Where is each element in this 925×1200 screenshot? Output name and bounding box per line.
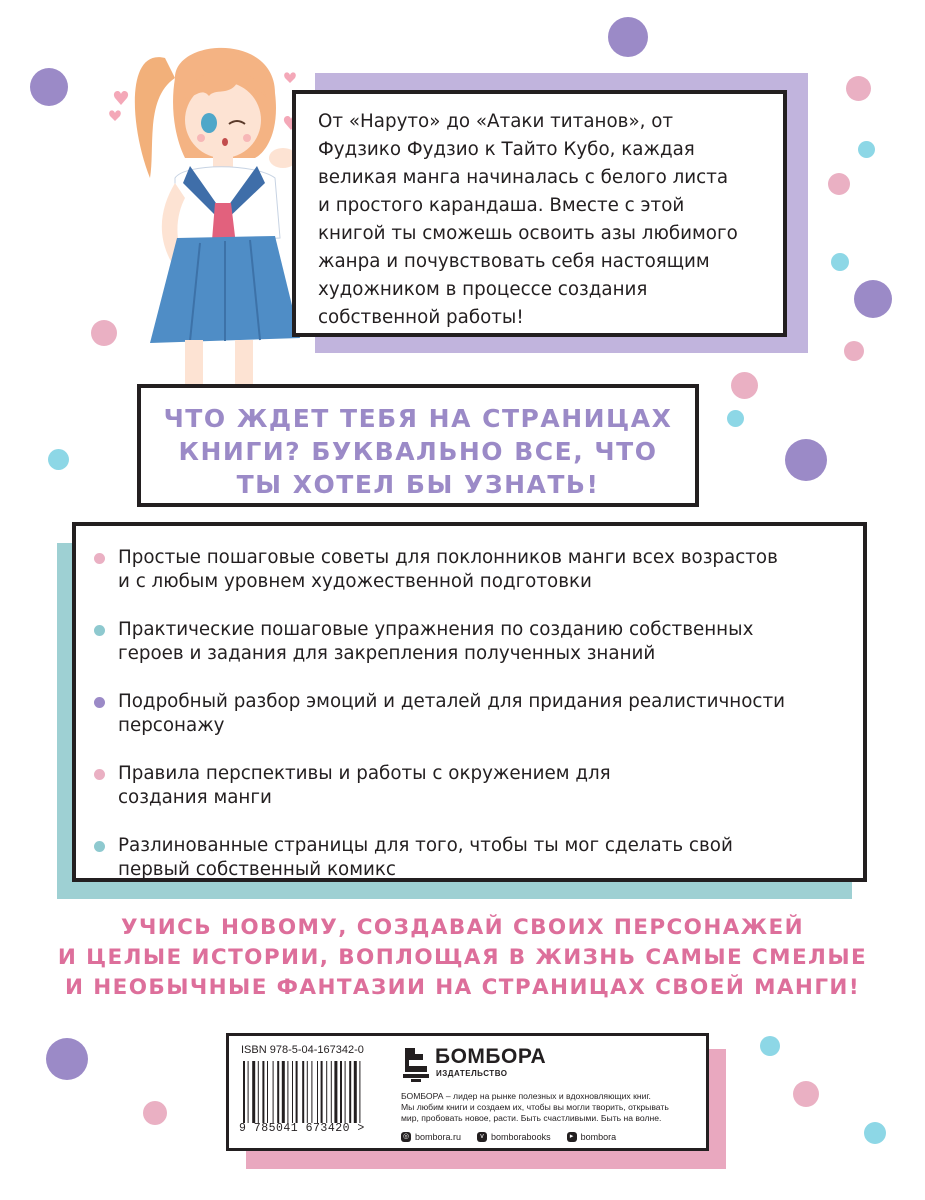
barcode-bar [273, 1061, 274, 1123]
feature-item [90, 690, 849, 738]
vk-icon: v [477, 1132, 487, 1142]
bullet-dot [94, 697, 105, 708]
description-line: БОМБОРА – лидер на рынке полезных и вдохновляющих книг. [401, 1091, 651, 1101]
feature-item [90, 618, 849, 666]
intro-text [318, 108, 763, 332]
intro-line: От «Наруто» до «Атаки титанов», от [318, 111, 674, 132]
feature-line: героев и задания для закрепления полученных знаний [118, 643, 656, 664]
barcode-bar [334, 1061, 337, 1123]
barcode-bar [326, 1061, 327, 1123]
barcode-image [241, 1061, 381, 1123]
barcode-bar [262, 1061, 264, 1123]
publisher-subtitle: ИЗДАТЕЛЬСТВО [436, 1069, 508, 1078]
barcode-bar [340, 1061, 342, 1123]
decor-dot [846, 76, 871, 101]
feature-line: Разлинованные страницы для того, чтобы ты мог сделать свой [118, 835, 733, 856]
telegram-youtube-icon: ▸ [567, 1132, 577, 1142]
barcode-bar [359, 1061, 360, 1123]
call-to-action [0, 913, 925, 1003]
cta-line: И ЦЕЛЫЕ ИСТОРИИ, ВОПЛОЩАЯ В ЖИЗНЬ САМЫЕ СМЕЛЫЕ [57, 945, 868, 970]
barcode-bar [302, 1061, 304, 1123]
instagram-icon: ◎ [402, 1133, 410, 1140]
feature-line: Простые пошаговые советы для поклонников манги всех возрастов [118, 547, 778, 568]
barcode-bar [258, 1061, 259, 1123]
isbn-text: ISBN 978-5-04-167342-0 [241, 1044, 364, 1056]
decor-dot [793, 1081, 819, 1107]
manga-girl-illustration [105, 38, 320, 388]
cta-line: УЧИСЬ НОВОМУ, СОЗДАВАЙ СВОИХ ПЕРСОНАЖЕЙ [120, 915, 804, 940]
barcode-number: 9 785041 673420 > [239, 1122, 365, 1135]
feature-item [90, 546, 849, 594]
bullet-dot [94, 553, 105, 564]
barcode-bar [287, 1061, 288, 1123]
barcode-bar [292, 1061, 293, 1123]
decor-dot [30, 68, 68, 106]
publisher-name: БОМБОРА [435, 1045, 547, 1068]
social-vk[interactable] [477, 1132, 551, 1142]
barcode-bar [296, 1061, 298, 1123]
barcode-bar [267, 1061, 268, 1123]
decor-dot [844, 341, 864, 361]
social-links [401, 1132, 616, 1142]
imprint-box [226, 1033, 709, 1151]
decor-dot [864, 1122, 886, 1144]
feature-line: и с любым уровнем художественной подготовки [118, 571, 592, 592]
decor-dot [48, 449, 69, 470]
intro-line: книгой ты сможешь освоить азы любимого [318, 223, 738, 244]
barcode-bar [317, 1061, 318, 1123]
question-line: ЧТО ЖДЕТ ТЕБЯ НА СТРАНИЦАХ [163, 404, 673, 433]
social-label: bombora.ru [415, 1132, 462, 1142]
decor-dot [46, 1038, 88, 1080]
intro-line: художником в процессе создания [318, 279, 648, 300]
description-line: мир, пробовать новое, расти. Быть счастливыми. Быть на волне. [401, 1113, 662, 1123]
decor-dot [854, 280, 892, 318]
social-instagram[interactable] [401, 1132, 461, 1142]
question-line: КНИГИ? БУКВАЛЬНО ВСЕ, ЧТО [178, 437, 658, 466]
features-list [90, 546, 849, 882]
social-label: bomborabooks [491, 1132, 551, 1142]
social-telegram[interactable] [567, 1132, 617, 1142]
decor-dot [785, 439, 827, 481]
social-label: bombora [580, 1132, 617, 1142]
feature-line: создания манги [118, 787, 272, 808]
barcode-bar [282, 1061, 285, 1123]
question-line: ТЫ ХОТЕЛ БЫ УЗНАТЬ! [236, 470, 600, 499]
bullet-dot [94, 769, 105, 780]
intro-line: жанра и почувствовать себя настоящим [318, 251, 710, 272]
intro-line: собственной работы! [318, 307, 524, 328]
barcode-bar [331, 1061, 332, 1123]
decor-dot [727, 410, 744, 427]
decor-dot [608, 17, 648, 57]
features-box [72, 522, 867, 882]
cta-line: И НЕОБЫЧНЫЕ ФАНТАЗИИ НА СТРАНИЦАХ СВОЕЙ МАНГИ! [64, 975, 861, 1000]
decor-dot [831, 253, 849, 271]
feature-line: персонажу [118, 715, 225, 736]
feature-line: Практические пошаговые упражнения по созданию собственных [118, 619, 754, 640]
feature-line: Подробный разбор эмоций и деталей для придания реалистичности [118, 691, 785, 712]
barcode-bar [243, 1061, 245, 1123]
feature-item [90, 834, 849, 882]
barcode-bar [349, 1061, 351, 1123]
intro-box [292, 90, 787, 337]
intro-line: и простого карандаша. Вместе с этой [318, 195, 685, 216]
feature-line: первый собственный комикс [118, 859, 396, 880]
barcode-bar [277, 1061, 279, 1123]
decor-dot [828, 173, 850, 195]
barcode-bar [321, 1061, 323, 1123]
question-box [137, 384, 699, 507]
bullet-dot [94, 625, 105, 636]
barcode-bar [345, 1061, 346, 1123]
barcode-bar [248, 1061, 249, 1123]
barcode-bar [307, 1061, 308, 1123]
feature-item [90, 762, 849, 810]
decor-dot [731, 372, 758, 399]
decor-dot [143, 1101, 167, 1125]
barcode-bar [252, 1061, 255, 1123]
bombora-logo-icon [401, 1046, 431, 1082]
barcode-bar [354, 1061, 357, 1123]
description-line: Мы любим книги и создаем их, чтобы вы могли творить, открывать [401, 1102, 669, 1112]
bullet-dot [94, 841, 105, 852]
decor-dot [858, 141, 875, 158]
intro-line: великая манга начиналась с белого листа [318, 167, 729, 188]
feature-line: Правила перспективы и работы с окружением для [118, 763, 611, 784]
barcode-bar [311, 1061, 312, 1123]
intro-line: Фудзико Фудзио к Тайто Кубо, каждая [318, 139, 695, 160]
decor-dot [760, 1036, 780, 1056]
publisher-description [401, 1091, 701, 1124]
